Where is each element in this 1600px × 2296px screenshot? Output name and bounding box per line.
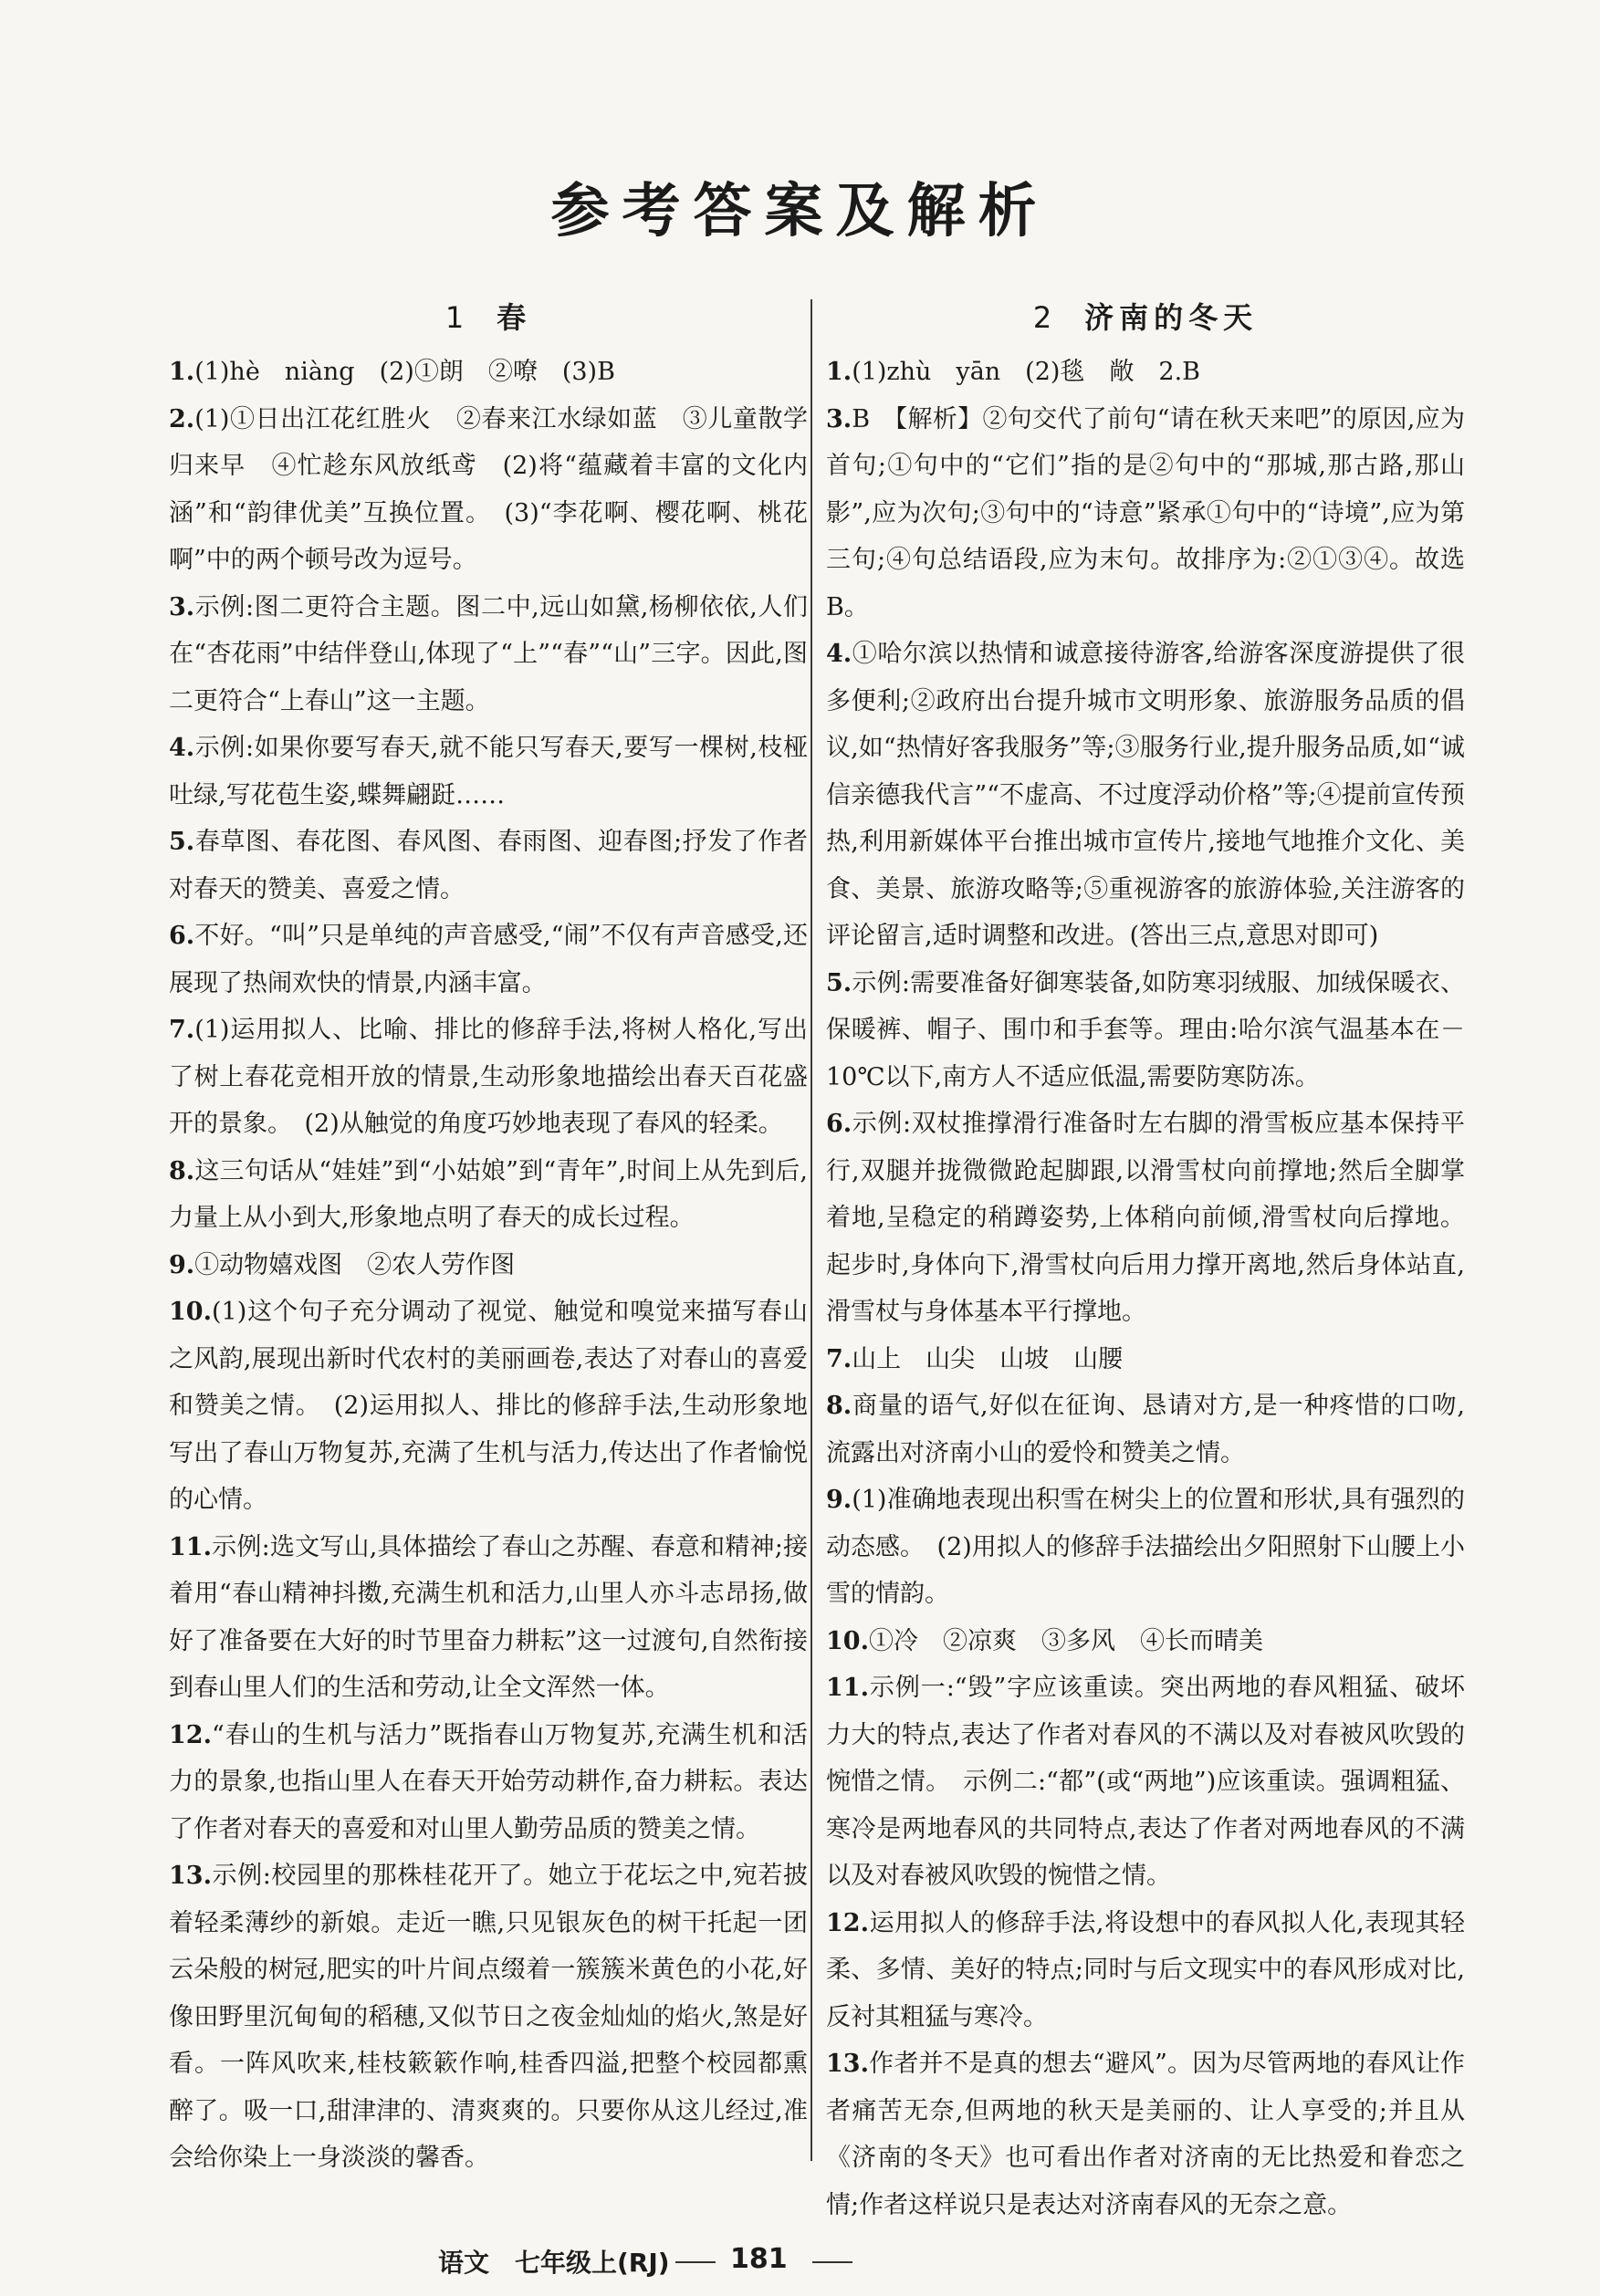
answer-text: (1)这个句子充分调动了视觉、触觉和嗅觉来描写春山之风韵,展现出新时代农村的美丽画卷,表达了对春山的喜爱和赞美之情。 (2)运用拟人、排比的修辞手法,生动形象地写出了春山万物复苏,充满了生机与活力,传达出了作者愉悦的心情。 (169, 1298, 808, 1514)
answer-number: 3. (169, 592, 195, 621)
answer-text: ①哈尔滨以热情和诚意接待游客,给游客深度游提供了很多便利;②政府出台提升城市文明形象、旅游服务品质的倡议,如“热情好客我服务”等;③服务行业,提升服务品质,如“诚信亲德我代言”“不虚高、不过度浮动价格”等;④提前宣传预热,利用新媒体平台推出城市宣传片,接地气地推介文化、美食、美景、旅游攻略等;⑤重视游客的旅游体验,关注游客的评论留言,适时调整和改进。(答出三点,意思对即可) (826, 640, 1465, 950)
answer-item (169, 1148, 808, 1242)
answer-number: 4. (826, 640, 852, 668)
footer-dash (675, 2261, 716, 2263)
answer-item (169, 819, 808, 913)
answer-item (826, 1477, 1465, 1618)
answer-text: 示例:校园里的那株桂花开了。她立于花坛之中,宛若披着轻柔薄纱的新娘。走近一瞧,只见银灰色的树干托起一团云朵般的树冠,肥实的叶片间点缀着一簇簇米黄色的小花,好像田野里沉甸甸的稻穗,又似节日之夜金灿灿的焰火,煞是好看。一阵风吹来,桂枝簌簌作响,桂香四溢,把整个校园都熏醉了。吸一口,甜津津的、清爽爽的。只要你从这儿经过,准会给你染上一身淡淡的馨香。 (169, 1862, 808, 2172)
section-heading (826, 290, 1465, 345)
answer-item (826, 396, 1465, 631)
answer-text: 不好。“叫”只是单纯的声音感受,“闹”不仅有声音感受,还展现了热闹欢快的情景,内涵丰富。 (169, 922, 808, 997)
answer-text: 示例:选文写山,具体描绘了春山之苏醒、春意和精神;接着用“春山精神抖擞,充满生机和活力,山里人亦斗志昂扬,做好了准备要在大好的时节里奋力耕耘”这一过渡句,自然衔接到春山里人们的生活和劳动,让全文浑然一体。 (169, 1532, 808, 1702)
answer-text: 运用拟人的修辞手法,将设想中的春风拟人化,表现其轻柔、多情、美好的特点;同时与后文现实中的春风形成对比,反衬其粗猛与寒冷。 (826, 1908, 1465, 2031)
left-column (169, 290, 808, 2182)
section-title: 济南的冬天 (1084, 300, 1259, 335)
section-heading (169, 290, 808, 345)
answer-number: 6. (826, 1110, 852, 1138)
answer-text: (1)①日出江花红胜火 ②春来江水绿如蓝 ③儿童散学归来早 ④忙趁东风放纸鸢 (2)将“蕴藏着丰富的文化内涵”和“韵律优美”互换位置。 (3)“李花啊、樱花啊、桃花啊”中的两个顿号改为逗号。 (169, 404, 808, 574)
answer-list (826, 349, 1465, 2228)
answer-number: 11. (826, 1674, 869, 1702)
answer-text: B 【解析】②句交代了前句“请在秋天来吧”的原因,应为首句;①句中的“它们”指的是②句中的“那城,那古路,那山影”,应为次句;③句中的“诗意”紧承①句中的“诗境”,应为第三句;④句总结语段,应为末句。故排序为:②①③④。故选B。 (826, 404, 1465, 621)
answer-number: 10. (826, 1626, 869, 1655)
answer-text: 商量的语气,好似在征询、恳请对方,是一种疼惜的口吻,流露出对济南小山的爱怜和赞美之情。 (826, 1392, 1465, 1467)
answer-number: 10. (169, 1298, 212, 1326)
answer-number: 12. (826, 1908, 869, 1937)
answer-item (826, 1101, 1465, 1336)
answer-item (169, 349, 808, 396)
page-footer (0, 2243, 1600, 2280)
answer-item (826, 631, 1465, 960)
answer-item (169, 1852, 808, 2182)
answer-list (169, 349, 808, 2182)
answer-number: 13. (826, 2050, 869, 2078)
answer-item (169, 584, 808, 725)
answer-text: (1)准确地表现出积雪在树尖上的位置和形状,具有强烈的动态感。 (2)用拟人的修辞手法描绘出夕阳照射下山腰上小雪的情韵。 (826, 1486, 1465, 1608)
section-number: 1 (444, 300, 470, 335)
answer-text: “春山的生机与活力”既指春山万物复苏,充满生机和活力的景象,也指山里人在春天开始劳动耕作,奋力耕耘。表达了作者对春天的喜爱和对山里人勤劳品质的赞美之情。 (169, 1720, 808, 1843)
answer-item (169, 1242, 808, 1289)
answer-item (169, 396, 808, 584)
answer-number: 7. (826, 1344, 852, 1373)
answer-text: 示例:双杖推撑滑行准备时左右脚的滑雪板应基本保持平行,双腿并拢微微跄起脚跟,以滑雪杖向前撑地;然后全脚掌着地,呈稳定的稍蹲姿势,上体稍向前倾,滑雪杖向后撑地。起步时,身体向下,滑雪杖向后用力撑开离地,然后身体站直,滑雪杖与身体基本平行撑地。 (826, 1110, 1465, 1326)
answer-number: 13. (169, 1862, 212, 1890)
answer-text: ①动物嬉戏图 ②农人劳作图 (194, 1250, 516, 1279)
answer-number: 2. (169, 404, 195, 433)
answer-item (169, 1712, 808, 1853)
answer-number: 6. (169, 922, 195, 950)
column-divider (810, 299, 812, 2161)
answer-number: 9. (826, 1486, 852, 1514)
answer-item (826, 1900, 1465, 2041)
answer-text: (1)zhù yān (2)毯 敞 2.B (852, 358, 1201, 386)
footer-subject: 语文 七年级上(RJ) (438, 2248, 670, 2278)
answer-text: 示例:需要准备好御寒装备,如防寒羽绒服、加绒保暖衣、保暖裤、帽子、围巾和手套等。理由:哈尔滨气温基本在－10℃以下,南方人不适应低温,需要防寒防冻。 (826, 968, 1465, 1091)
answer-number: 1. (826, 358, 852, 386)
page-title: 参考答案及解析 (550, 178, 1050, 245)
answer-number: 8. (169, 1156, 195, 1185)
answer-number: 4. (169, 734, 195, 762)
answer-number: 1. (169, 358, 195, 386)
answer-text: (1)hè niàng (2)①朗 ②嘹 (3)B (194, 358, 615, 386)
answer-text: 山上 山尖 山坡 山腰 (852, 1344, 1124, 1373)
answer-item (826, 960, 1465, 1101)
answer-number: 5. (826, 968, 852, 997)
footer-dash (812, 2261, 852, 2263)
section-title: 春 (497, 300, 532, 335)
answer-item (169, 1289, 808, 1524)
answer-text: ①冷 ②凉爽 ③多风 ④长而晴美 (868, 1626, 1263, 1655)
answer-number: 7. (169, 1016, 195, 1044)
answer-item (169, 725, 808, 819)
answer-item (169, 1007, 808, 1148)
answer-number: 11. (169, 1532, 212, 1561)
answer-text: 这三句话从“娃娃”到“小姑娘”到“青年”,时间上从先到后,力量上从小到大,形象地点明了春天的成长过程。 (169, 1156, 808, 1232)
answer-item (826, 1383, 1465, 1477)
answer-item (826, 1336, 1465, 1383)
answer-text: (1)运用拟人、比喻、排比的修辞手法,将树人格化,写出了树上春花竞相开放的情景,生动形象地描绘出春天百花盛开的景象。 (2)从触觉的角度巧妙地表现了春风的轻柔。 (169, 1016, 808, 1138)
answer-item (826, 1665, 1465, 1900)
answer-item (826, 349, 1465, 396)
answer-number: 8. (826, 1392, 852, 1420)
page-number: 181 (730, 2243, 788, 2275)
section-number: 2 (1032, 300, 1058, 335)
answer-text: 示例:如果你要写春天,就不能只写春天,要写一棵树,枝桠吐绿,写花苞生姿,蝶舞翩跹…… (169, 734, 808, 809)
answer-item (169, 1524, 808, 1712)
answer-text: 示例一:“毁”字应该重读。突出两地的春风粗猛、破坏力大的特点,表达了作者对春风的不满以及对春被风吹毁的惋惜之情。 示例二:“都”(或“两地”)应该重读。强调粗猛、寒冷是两地春风的共同特点,表达了作者对两地春风的不满以及对春被风吹毁的惋惜之情。 (826, 1674, 1465, 1890)
answer-text: 示例:图二更符合主题。图二中,远山如黛,杨柳依依,人们在“杏花雨”中结伴登山,体现了“上”“春”“山”三字。因此,图二更符合“上春山”这一主题。 (169, 592, 808, 715)
answer-number: 5. (169, 828, 195, 856)
answer-item (169, 913, 808, 1007)
answer-text: 作者并不是真的想去“避风”。因为尽管两地的春风让作者痛苦无奈,但两地的秋天是美丽的、让人享受的;并且从《济南的冬天》也可看出作者对济南的无比热爱和眷恋之情;作者这样说只是表达对济南春风的无奈之意。 (826, 2050, 1465, 2219)
answer-item (826, 1618, 1465, 1665)
answer-number: 3. (826, 404, 852, 433)
answer-number: 12. (169, 1720, 212, 1749)
answer-text: 春草图、春花图、春风图、春雨图、迎春图;抒发了作者对春天的赞美、喜爱之情。 (169, 828, 808, 903)
answer-number: 9. (169, 1250, 195, 1279)
answer-item (826, 2040, 1465, 2228)
right-column (826, 290, 1465, 2228)
